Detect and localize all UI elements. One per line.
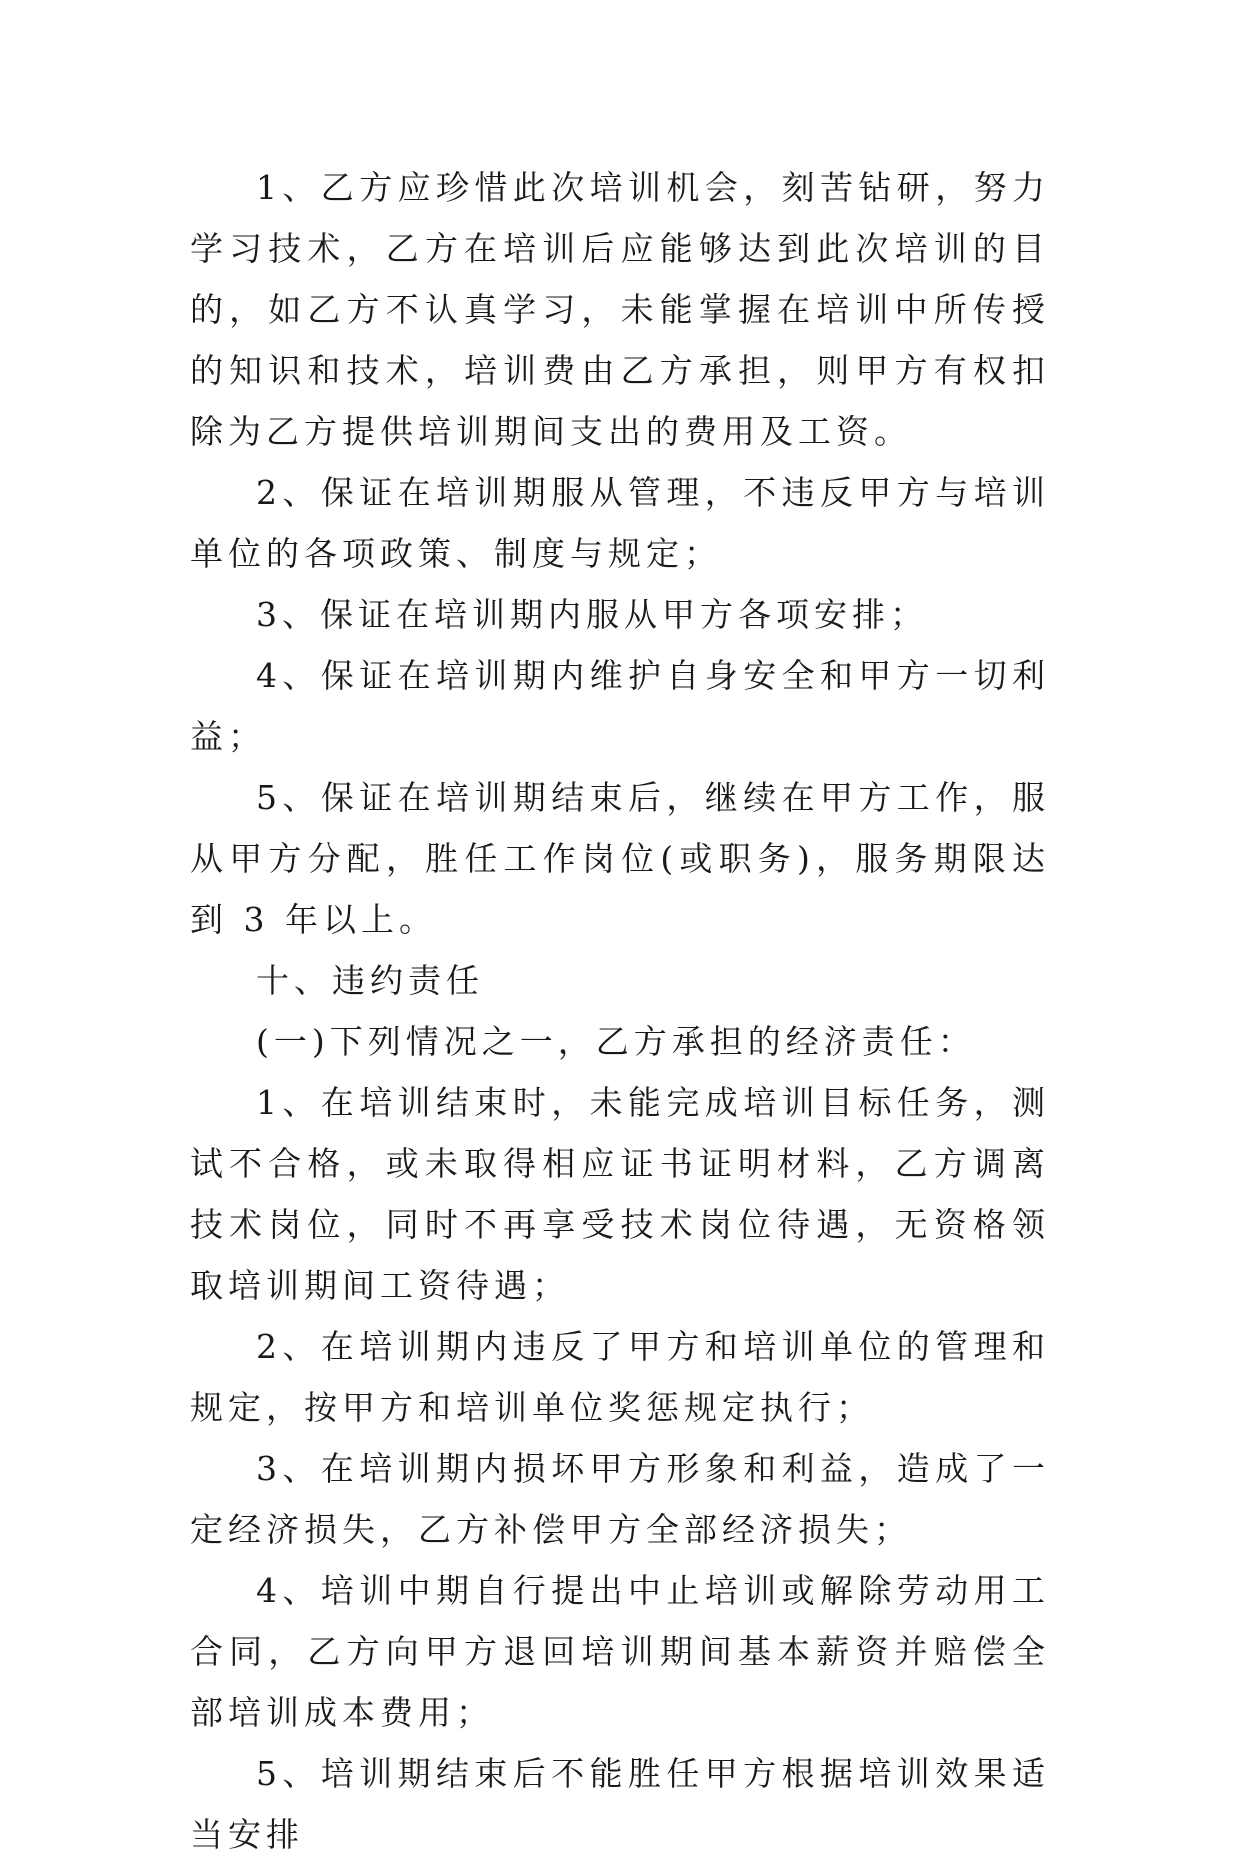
paragraph-liability-violation: 2、在培训期内违反了甲方和培训单位的管理和规定，按甲方和培训单位奖惩规定执行； <box>190 1327 1050 1427</box>
paragraph-service-term: 5、保证在培训期结束后，继续在甲方工作，服从甲方分配，胜任工作岗位(或职务)，服务期限达到 3 年以上。 <box>190 778 1050 939</box>
paragraph-liability-early-termination: 4、培训中期自行提出中止培训或解除劳动用工合同，乙方向甲方退回培训期间基本薪资并赔偿全部培训成本费用； <box>190 1571 1050 1732</box>
section-heading-liability: 十、违约责任 <box>256 961 484 1000</box>
paragraph-obey-management: 2、保证在培训期服从管理，不违反甲方与培训单位的各项政策、制度与规定； <box>190 473 1050 573</box>
paragraph-liability-incompetence: 5、培训期结束后不能胜任甲方根据培训效果适当安排 <box>190 1754 1050 1854</box>
document-body <box>190 157 1050 1865</box>
paragraph-liability-failed-target: 1、在培训结束时，未能完成培训目标任务，测试不合格，或未取得相应证书证明材料，乙方调离技术岗位，同时不再享受技术岗位待遇，无资格领取培训期间工资待遇； <box>190 1083 1050 1305</box>
paragraph-obey-arrangements: 3、保证在培训期内服从甲方各项安排； <box>256 595 928 634</box>
paragraph-safety-interests: 4、保证在培训期内维护自身安全和甲方一切利益； <box>190 656 1050 756</box>
paragraph-study-obligation: 1、乙方应珍惜此次培训机会，刻苦钻研，努力学习技术，乙方在培训后应能够达到此次培训的目的，如乙方不认真学习，未能掌握在培训中所传授的知识和技术，培训费由乙方承担，则甲方有权扣除为乙方提供培训期间支出的费用及工资。 <box>190 168 1050 451</box>
subsection-heading-economic-liability: (一)下列情况之一，乙方承担的经济责任： <box>256 1022 976 1061</box>
paragraph-liability-damage: 3、在培训期内损坏甲方形象和利益，造成了一定经济损失，乙方补偿甲方全部经济损失； <box>190 1449 1050 1549</box>
